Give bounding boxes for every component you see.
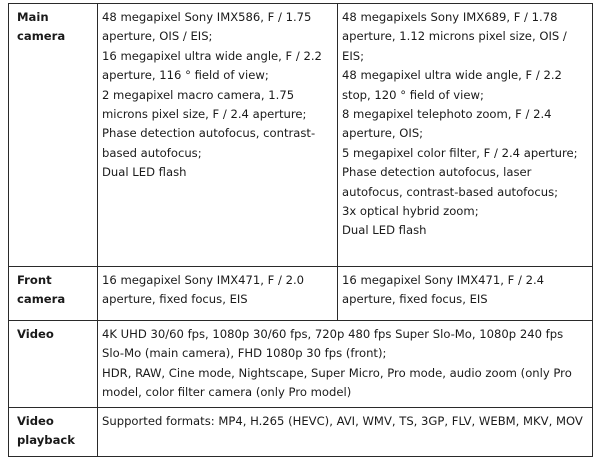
video-row	[9, 321, 593, 408]
spec-line: 5 megapixel color filter, F / 2.4 aperture;	[342, 145, 578, 160]
video-label: Video	[9, 321, 98, 408]
main-camera-row	[9, 4, 593, 267]
spec-line: 2 megapixel macro camera, 1.75 microns pixel size, F / 2.4 aperture;	[102, 87, 307, 122]
main-camera-label: Main camera	[9, 4, 98, 267]
spec-line: Dual LED flash	[102, 165, 187, 180]
front-camera-row	[9, 267, 593, 321]
spec-line: HDR, RAW, Cine mode, Nightscape, Super Micro, Pro mode, audio zoom (only Pro model, color filter camera (only Pro model)	[102, 365, 572, 400]
main-camera-cell-a	[98, 4, 338, 267]
spec-line: 16 megapixel ultra wide angle, F / 2.2 aperture, 116 ° field of view;	[102, 48, 322, 83]
spec-line: Phase detection autofocus, contrast-based autofocus;	[102, 126, 316, 160]
spec-line: Dual LED flash	[342, 223, 427, 238]
spec-line: 4K UHD 30/60 fps, 1080p 30/60 fps, 720p 480 fps Super Slo-Mo, 1080p 240 fps Slo-Mo (main camera), FHD 1080p 30 fps (front);	[102, 327, 564, 361]
video-playback-cell: Supported formats: MP4, H.265 (HEVC), AVI, WMV, TS, 3GP, FLV, WEBM, MKV, MOV	[98, 407, 593, 456]
front-camera-cell-a: 16 megapixel Sony IMX471, F / 2.0 aperture, fixed focus, EIS	[98, 267, 338, 321]
spec-table	[8, 3, 593, 457]
spec-line: 48 megapixel ultra wide angle, F / 2.2 stop, 120 ° field of view;	[342, 68, 562, 102]
spec-line: 48 megapixels Sony IMX689, F / 1.78 aperture, 1.12 microns pixel size, OIS / EIS;	[342, 10, 567, 63]
video-playback-label: Video playback	[9, 407, 98, 456]
video-cell	[98, 321, 593, 408]
spec-line: 3x optical hybrid zoom;	[342, 204, 479, 219]
video-playback-row	[9, 407, 593, 456]
spec-line: Phase detection autofocus, laser autofocus, contrast-based autofocus;	[342, 165, 559, 199]
front-camera-label: Front camera	[9, 267, 98, 321]
main-camera-cell-b	[338, 4, 593, 267]
spec-line: 8 megapixel telephoto zoom, F / 2.4 aperture, OIS;	[342, 107, 552, 141]
spec-line: 48 megapixel Sony IMX586, F / 1.75 aperture, OIS / EIS;	[102, 10, 312, 44]
front-camera-cell-b: 16 megapixel Sony IMX471, F / 2.4 aperture, fixed focus, EIS	[338, 267, 593, 321]
